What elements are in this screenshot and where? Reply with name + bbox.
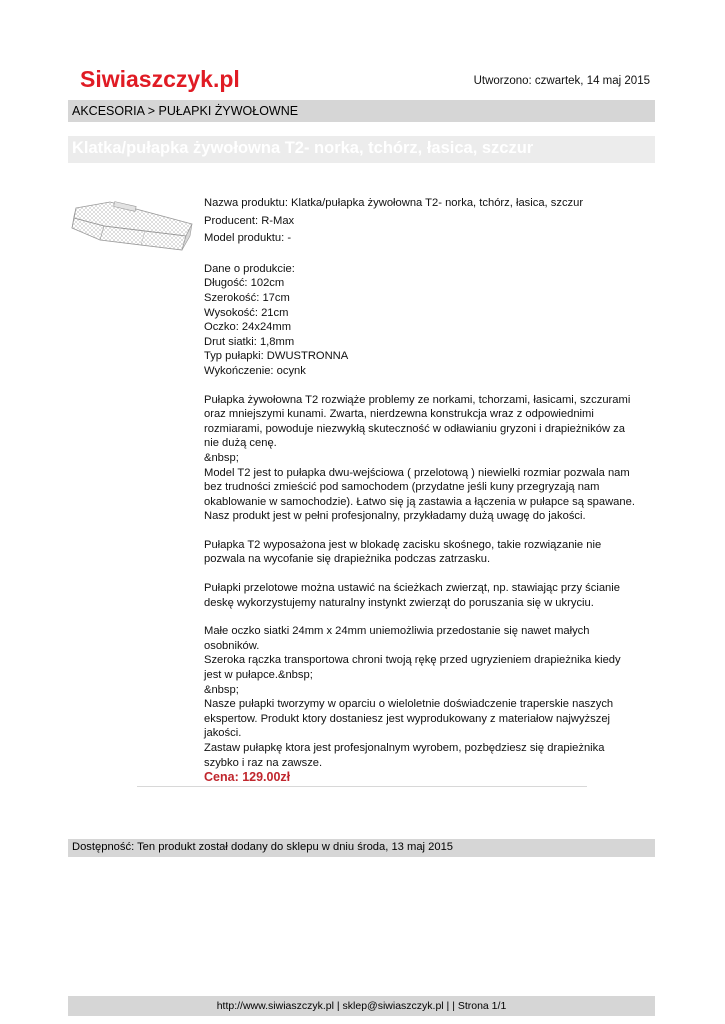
product-price: Cena: 129.00zł: [204, 770, 291, 785]
product-title: Klatka/pułapka żywołowna T2- norka, tchórz, łasica, szczur: [72, 139, 534, 157]
description-line: Zastaw pułapkę ktora jest profesjonalnym wyrobem, pozbędziesz się drapieżnika: [204, 742, 605, 754]
description-line: deskę wykorzystujemy naturalny instynkt zwierząt do poruszania się w ukryciu.: [204, 596, 594, 609]
spec-line: Wykończenie: ocynk: [204, 364, 306, 377]
model-line: Model produktu: -: [204, 232, 292, 245]
description-line: Pułapka żywołowna T2 rozwiąże problemy ze norkami, tchorzami, łasicami, szczurami: [204, 393, 631, 406]
description-line: pozwala na wycofanie się drapieżnika podczas zatrzasku.: [204, 553, 491, 566]
product-title-bar: [68, 136, 655, 163]
spec-line: Dane o produkcie:: [204, 262, 295, 275]
site-logo: Siwiaszczyk.pl: [80, 66, 240, 92]
footer-bar: [68, 996, 655, 1016]
product-details: [204, 196, 644, 785]
description-line: szybko i raz na zawsze.: [204, 756, 323, 769]
description-line: Nasz produkt jest w pełni profesjonalny, przykładamy dużą uwagę do jakości.: [204, 510, 586, 523]
description-line: &nbsp;: [204, 451, 239, 464]
description-line: bez trudności zmieścić pod samochodem (przydatne jeśli kuny przegryzają nam: [204, 481, 600, 494]
description-line: Pułapka T2 wyposażona jest w blokadę zacisku skośnego, takie rozwiązanie nie: [204, 538, 602, 551]
description-line: okablowanie w samochodzie). Łatwo się ją zastawia a łączenia w pułapce są spawane.: [204, 495, 635, 508]
created-date: Utworzono: czwartek, 14 maj 2015: [473, 75, 650, 87]
availability-bar: [68, 839, 655, 857]
description-line: Pułapki przelotowe można ustawić na ścieżkach zwierząt, np. stawiając przy ścianie: [204, 582, 620, 595]
description-line: Model T2 jest to pułapka dwu-wejściowa ( przelotową ) niewielki rozmiar pozwala nam: [204, 466, 630, 479]
description-line: rozmiarami, powoduje niezwykłą skuteczność w odławianiu gryzoni i drapieżników za: [204, 422, 625, 435]
spec-line: Szerokość: 17cm: [204, 291, 290, 304]
description-line: Szeroka rączka transportowa chroni twoją rękę przed ugryzieniem drapieżnika kiedy: [204, 654, 621, 667]
description-line: Nasze pułapki tworzymy w oparciu o wieloletnie doświadczenie traperskie naszych: [204, 698, 614, 711]
description-line: nie dużą cenę.: [204, 437, 277, 450]
product-name-line: Nazwa produktu: Klatka/pułapka żywołowna T2- norka, tchórz, łasica, szczur: [204, 197, 584, 209]
product-image: [70, 192, 195, 262]
breadcrumb-bar: [68, 100, 655, 122]
availability-text: Dostępność: Ten produkt został dodany do sklepu w dniu środa, 13 maj 2015: [72, 841, 454, 853]
spec-line: Wysokość: 21cm: [204, 306, 289, 319]
spec-line: Długość: 102cm: [204, 277, 285, 290]
producer-line: Producent: R-Max: [204, 214, 295, 227]
description-line: jakości.: [204, 727, 242, 740]
footer-text: http://www.siwiaszczyk.pl | sklep@siwiaszczyk.pl | | Strona 1/1: [216, 1000, 507, 1012]
description-line: &nbsp;: [204, 683, 239, 696]
spec-line: Typ pułapki: DWUSTRONNA: [204, 350, 349, 363]
description-line: Małe oczko siatki 24mm x 24mm uniemożliwia przedostanie się nawet małych: [204, 625, 590, 638]
spec-line: Oczko: 24x24mm: [204, 321, 292, 334]
description-line: jest w pułapce.&nbsp;: [204, 669, 313, 682]
divider: [137, 786, 587, 787]
spec-line: Drut siatki: 1,8mm: [204, 335, 295, 348]
description-line: oraz mniejszymi kunami. Zwarta, nierdzewna konstrukcja wraz z odpowiednimi: [204, 408, 594, 421]
description-line: ekspertow. Produkt ktory dostaniesz jest wyprodukowany z materiałow najwyższej: [204, 712, 611, 725]
description-line: osobników.: [204, 639, 260, 652]
breadcrumb: AKCESORIA > PUŁAPKI ŻYWOŁOWNE: [72, 104, 299, 118]
